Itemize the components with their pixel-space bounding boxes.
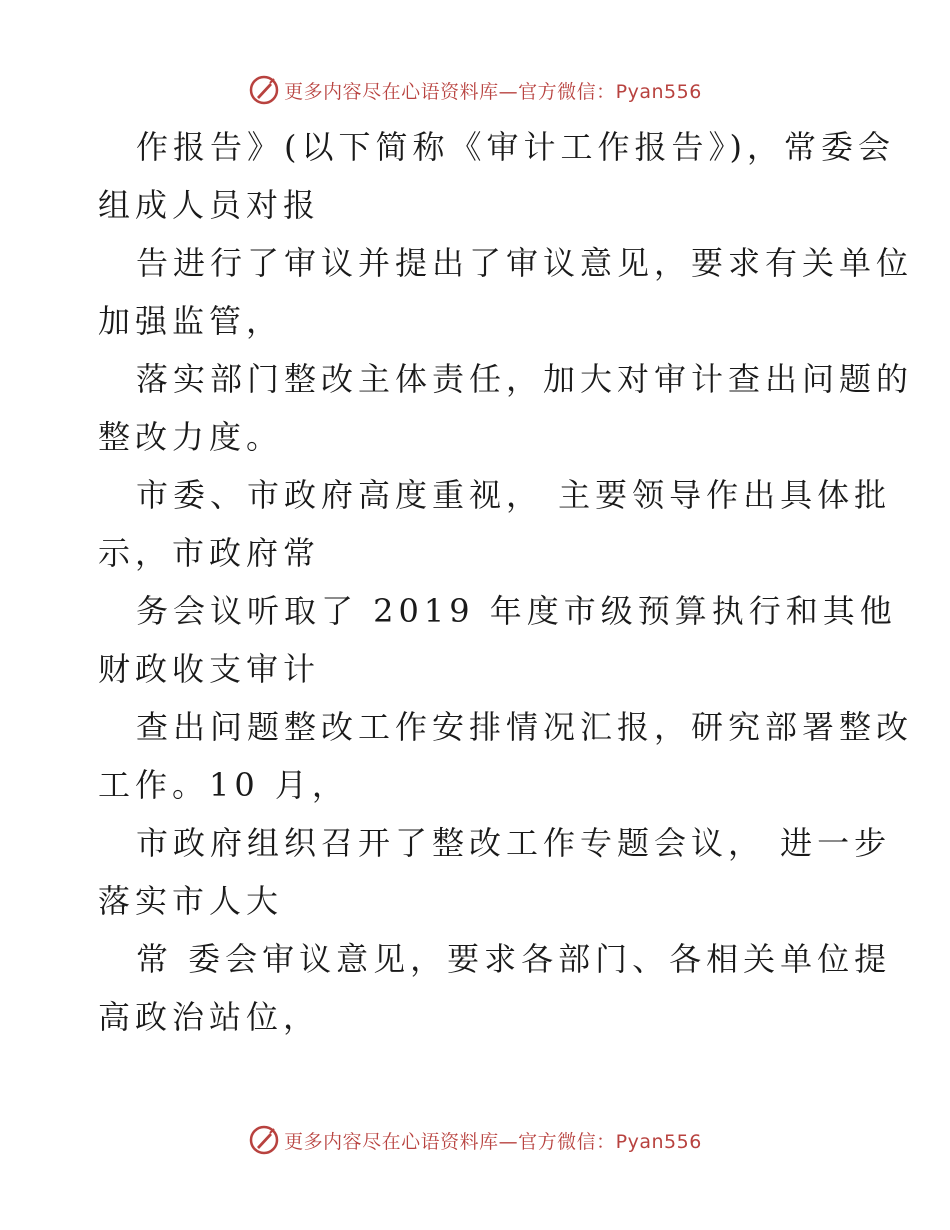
header-watermark xyxy=(0,70,950,110)
text-line: 落实市人大 xyxy=(98,882,284,920)
watermark-text: 更多内容尽在心语资料库—官方微信：Pyan556 xyxy=(284,1130,702,1153)
text-line: 财政收支审计 xyxy=(98,650,321,688)
text-line: 整改力度。 xyxy=(98,418,284,456)
text-line: 查出问题整改工作安排情况汇报，研究部署整改 xyxy=(136,708,914,746)
text-line: 务会议听取了 2019 年度市级预算执行和其他 xyxy=(136,592,897,630)
text-line: 高政治站位， xyxy=(98,998,321,1036)
quill-logo-icon xyxy=(248,1124,280,1156)
quill-logo-icon xyxy=(248,74,280,106)
text-line: 常 委会审议意见，要求各部门、各相关单位提 xyxy=(136,940,892,978)
text-line: 工作。10 月， xyxy=(98,766,349,804)
text-line: 落实部门整改主体责任，加大对审计查出问题的 xyxy=(136,360,914,398)
text-line: 告进行了审议并提出了审议意见，要求有关单位 xyxy=(136,244,914,282)
text-line: 组成人员对报 xyxy=(98,186,321,224)
watermark-text: 更多内容尽在心语资料库—官方微信：Pyan556 xyxy=(284,80,702,103)
text-line: 加强监管， xyxy=(98,302,284,340)
text-line: 示，市政府常 xyxy=(98,534,321,572)
text-line: 市政府组织召开了整改工作专题会议， 进一步 xyxy=(136,824,892,862)
text-line: 作报告》(以下简称《审计工作报告》)，常委会 xyxy=(136,128,895,166)
footer-watermark xyxy=(0,1120,950,1160)
text-line: 市委、市政府高度重视， 主要领导作出具体批 xyxy=(136,476,892,514)
